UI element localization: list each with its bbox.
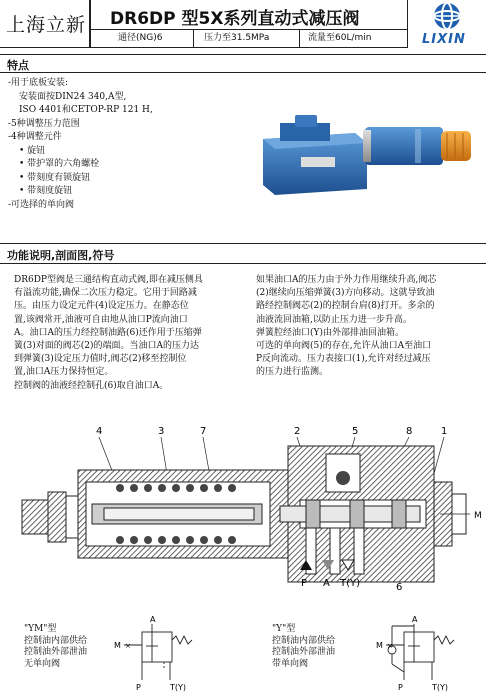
function-line: 置,油口A压力保持恒定。 — [14, 367, 114, 378]
symbol-y-title: "Y"型 — [272, 624, 296, 634]
callout-6: 6 — [396, 582, 403, 593]
function-line: 到弹簧(3)设定压力值时,阀芯(2)移至控制位 — [14, 354, 187, 365]
function-line: 有溢流功能,确保二次压力稳定。它用于回路减 — [14, 288, 197, 299]
features-heading: 特点 — [7, 59, 29, 72]
symbol-ym-diagram — [112, 612, 202, 692]
feature-line: -4种调整元件 — [8, 132, 62, 142]
logo-text: LIXIN — [422, 32, 466, 47]
symbol-ym-P: P — [136, 683, 141, 692]
function-line: 可选的单向阀(5)的存在,允许从油口A至油口 — [256, 341, 432, 352]
symbol-y-P: P — [398, 683, 403, 692]
function-text-right — [256, 274, 482, 380]
spec-bore: 通径(NG)6 — [118, 33, 163, 43]
function-heading: 功能说明,剖面图,符号 — [7, 249, 115, 262]
port-M-label: M — [474, 511, 482, 521]
feature-line: • 带刻度有锁旋钮 — [19, 172, 91, 183]
sectional-drawing — [0, 420, 486, 595]
spring-top — [116, 484, 236, 492]
callout-5: 5 — [352, 426, 359, 437]
callout-8: 8 — [406, 426, 413, 437]
function-text-left — [14, 274, 250, 393]
function-line: 的压力进行监测。 — [256, 367, 329, 378]
symbol-y-A: A — [412, 615, 418, 624]
symbol-y-line: 控制油外部泄油 — [272, 647, 336, 657]
symbol-ym-A: A — [150, 615, 156, 624]
callout-1: 1 — [441, 426, 448, 437]
feature-line: -5种调整压力范围 — [8, 118, 80, 129]
spec-flow: 流量至60L/min — [308, 33, 372, 43]
symbol-y-diagram — [374, 612, 474, 692]
symbol-ym-M: M — [114, 641, 121, 650]
page-title: DR6DP 型5X系列直动式减压阀 — [110, 9, 360, 29]
symbol-y-line: 控制油内部供给 — [272, 635, 336, 646]
symbol-ym-line: 无单向阀 — [24, 658, 61, 669]
features-rule-bottom — [0, 72, 486, 73]
symbol-ym-TY: T(Y) — [170, 683, 187, 692]
feature-line: ISO 4401和CETOP-RP 121 H, — [19, 105, 153, 115]
svg-text:×: × — [125, 642, 131, 650]
features-list — [8, 77, 153, 212]
feature-line: • 带护罩的六角螺栓 — [19, 159, 100, 169]
function-line: DR6DP型阀是三通结构直动式阀,即在减压侧具 — [14, 275, 203, 285]
symbol-ym-text — [24, 624, 87, 670]
lixin-logo — [410, 0, 486, 48]
function-line: P反向流动。压力表接口(1),允许对经过减压 — [256, 354, 431, 365]
valve-section-svg — [0, 420, 486, 595]
symbol-y-line: 带单向阀 — [272, 658, 309, 669]
function-line: 控制阀的油液经控制孔(6)取自油口A。 — [14, 380, 169, 391]
port-TY-label: T(Y) — [340, 578, 361, 589]
symbol-y-M: M — [376, 641, 383, 650]
symbol-ym-title: "YM"型 — [24, 624, 57, 634]
company-name: 上海立新 — [6, 14, 87, 36]
function-line: 路经控制阀芯(2)的控制台肩(8)打开。多余的 — [256, 301, 435, 312]
feature-line: • 旋钮 — [19, 145, 46, 156]
symbol-y-svg — [374, 612, 474, 692]
feature-line: 安装面按DIN24 340,A型, — [19, 91, 127, 102]
feature-line: • 带刻度旋钮 — [19, 186, 73, 196]
function-line: A。油口A的压力经控制油路(6)还作用于压缩弹 — [14, 327, 202, 338]
function-rule-bottom — [0, 263, 486, 264]
callout-4: 4 — [96, 426, 103, 437]
function-rule-top — [0, 243, 486, 244]
symbol-ym-svg — [112, 612, 202, 692]
symbol-ym-line: 控制油内部供给 — [24, 635, 88, 646]
port-A-label: A — [323, 578, 330, 589]
symbol-ym-line: 控制油外部泄油 — [24, 647, 88, 657]
valve-photo-illustration — [255, 105, 480, 200]
features-rule-top — [0, 54, 486, 55]
svg-text:×: × — [387, 642, 393, 650]
feature-line: -可选择的单向阀 — [8, 199, 75, 210]
function-line: (2)继续向压缩弹簧(3)方向移动。这就导致油 — [256, 288, 435, 299]
function-line: 油液流回油箱,以防止压力进一步升高。 — [256, 314, 412, 325]
callout-3: 3 — [158, 426, 165, 437]
spec-pressure: 压力至31.5MPa — [204, 33, 270, 43]
callout-7: 7 — [200, 426, 207, 437]
symbol-y-text — [272, 624, 335, 670]
callout-2: 2 — [294, 426, 301, 437]
port-P-label: P — [301, 578, 308, 589]
product-photo — [255, 105, 480, 200]
function-line: 置,该阀常开,油液可自由地从油口P流向油口 — [14, 314, 188, 325]
feature-line: -用于底板安装: — [8, 78, 69, 88]
function-line: 簧(3)对面的阀芯(2)的端面。当油口A的压力达 — [14, 341, 199, 352]
function-line: 如果油口A的压力由于外力作用继续升高,阀芯 — [256, 275, 437, 285]
function-line: 弹簧腔经油口(Y)由外部排油回油箱。 — [256, 327, 404, 338]
symbol-y-TY: T(Y) — [432, 683, 449, 692]
spring-bottom — [116, 536, 236, 544]
function-line: 压。由压力设定元件(4)设定压力。在静态位 — [14, 301, 189, 312]
